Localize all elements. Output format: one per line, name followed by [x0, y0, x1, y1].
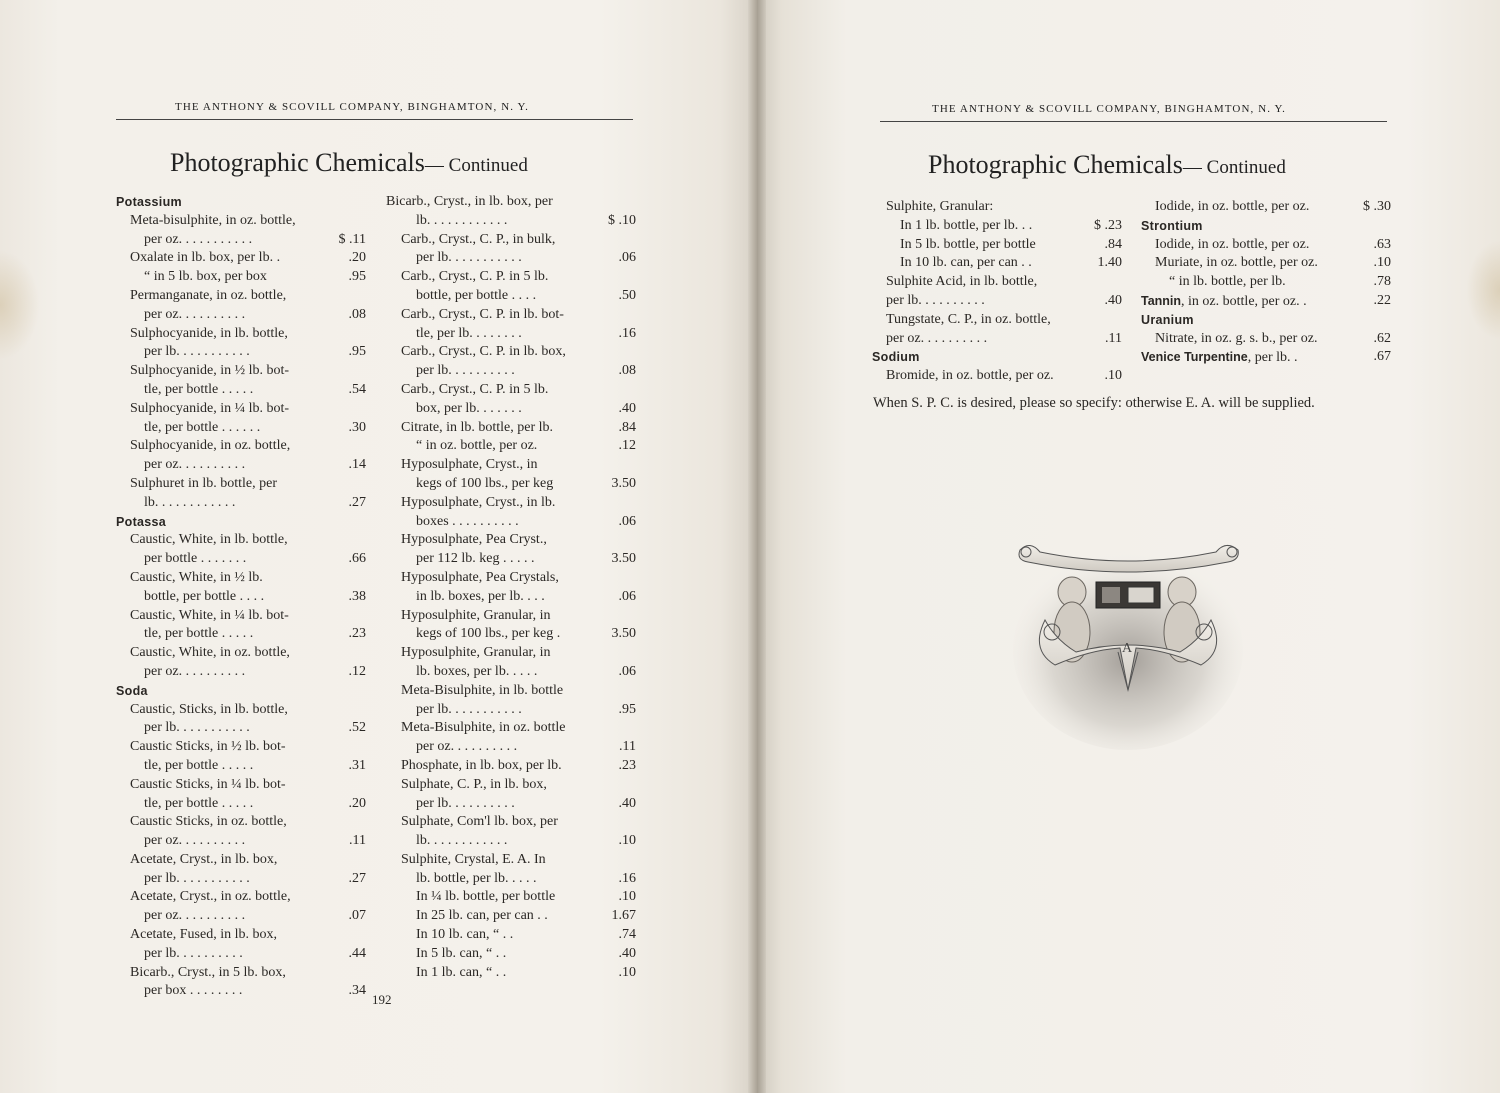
- list-item: [872, 198, 1122, 217]
- item-description: in lb. boxes, per lb. . . .: [416, 588, 545, 604]
- list-item: [116, 719, 366, 738]
- list-item: [116, 625, 366, 644]
- item-price: $ .10: [608, 212, 636, 228]
- list-item: [386, 644, 636, 663]
- item-price: .20: [348, 795, 366, 811]
- list-item: [872, 273, 1122, 292]
- list-item: [386, 494, 636, 513]
- item-description: Iodide, in oz. bottle, per oz.: [1155, 199, 1310, 214]
- list-item: [116, 550, 366, 569]
- item-price: .10: [1104, 368, 1122, 384]
- item-price: .63: [1373, 236, 1391, 252]
- item-description: Hyposulphate, Pea Cryst.,: [401, 532, 547, 548]
- item-price: .07: [348, 908, 366, 924]
- list-item: [386, 738, 636, 757]
- item-description: tle, per lb. . . . . . . .: [416, 325, 522, 341]
- list-item: [116, 306, 366, 325]
- list-item: [116, 964, 366, 983]
- list-item: [116, 738, 366, 757]
- list-item: [872, 367, 1122, 386]
- list-item: [116, 381, 366, 400]
- item-price: 1.40: [1097, 255, 1122, 271]
- list-item: [116, 607, 366, 626]
- list-item: [386, 475, 636, 494]
- item-price: .11: [1105, 330, 1122, 346]
- list-item: [116, 400, 366, 419]
- list-item: [386, 287, 636, 306]
- item-price: .27: [348, 494, 366, 510]
- item-description: Citrate, in lb. bottle, per lb.: [401, 419, 554, 435]
- item-description: per bottle . . . . . . .: [144, 551, 247, 567]
- item-description: Hyposulphate, Pea Crystals,: [401, 569, 559, 585]
- item-price: .78: [1373, 274, 1391, 290]
- list-item: [1141, 236, 1391, 255]
- item-price: .38: [348, 588, 366, 604]
- item-description: Sulphocyanide, in lb. bottle,: [130, 325, 288, 341]
- item-description: Sulphuret in lb. bottle, per: [130, 475, 277, 491]
- page-stain: [0, 250, 40, 360]
- item-description: per lb. . . . . . . . . . .: [144, 720, 250, 736]
- item-description: box, per lb. . . . . . .: [416, 400, 522, 416]
- list-item: [386, 776, 636, 795]
- item-description: In 1 lb. can, “ . .: [416, 964, 507, 980]
- item-price: .10: [618, 889, 636, 905]
- item-price: .12: [348, 663, 366, 679]
- item-price: .10: [1373, 255, 1391, 271]
- item-description: lb. . . . . . . . . . . .: [144, 494, 236, 510]
- item-description: Caustic, White, in lb. bottle,: [130, 532, 288, 548]
- item-price: .66: [348, 551, 366, 567]
- item-price: .20: [348, 250, 366, 266]
- list-item: [116, 701, 366, 720]
- item-description: In 5 lb. bottle, per bottle: [900, 236, 1036, 252]
- item-description: per lb. . . . . . . . . .: [416, 363, 515, 379]
- item-description: In ¼ lb. bottle, per bottle: [416, 889, 556, 905]
- item-description: bottle, per bottle . . . .: [416, 287, 537, 303]
- running-head-left: THE ANTHONY & SCOVILL COMPANY, BINGHAMTON, N. Y.: [175, 101, 529, 113]
- list-item: [116, 813, 366, 832]
- list-item: [116, 249, 366, 268]
- item-description: per oz. . . . . . . . . .: [144, 663, 246, 679]
- item-description: per box . . . . . . . .: [144, 983, 243, 999]
- item-description: Bromide, in oz. bottle, per oz.: [886, 368, 1054, 384]
- section-heading: [116, 193, 366, 212]
- item-description: tle, per bottle . . . . .: [144, 381, 254, 397]
- list-item: [386, 212, 636, 231]
- list-item: [116, 982, 366, 1001]
- list-item: [386, 268, 636, 287]
- item-price: .44: [348, 945, 366, 961]
- supply-note: When S. P. C. is desired, please so specify: otherwise E. A. will be supplied.: [873, 395, 1315, 411]
- list-item: [386, 193, 636, 212]
- item-description: kegs of 100 lbs., per keg .: [416, 626, 561, 642]
- section-heading-label: Potassa: [116, 514, 167, 529]
- item-price: .10: [618, 964, 636, 980]
- list-item: [116, 362, 366, 381]
- section-heading-label: Potassium: [116, 195, 182, 209]
- item-description: tle, per bottle . . . . .: [144, 757, 254, 773]
- item-price: .52: [348, 720, 366, 736]
- list-item: [116, 531, 366, 550]
- list-item: [116, 212, 366, 231]
- header-rule-right: [880, 121, 1387, 122]
- item-description: Sulphate, C. P., in lb. box,: [401, 776, 547, 792]
- list-item: [116, 419, 366, 438]
- list-item: [386, 701, 636, 720]
- item-description: Hyposulphite, Granular, in: [401, 645, 551, 661]
- item-description: per lb. . . . . . . . . .: [416, 795, 515, 811]
- item-description: Caustic Sticks, in ½ lb. bot-: [130, 739, 286, 755]
- item-description: per oz. . . . . . . . . .: [144, 833, 246, 849]
- item-description: Iodide, in oz. bottle, per oz.: [1155, 236, 1310, 252]
- list-item: [386, 531, 636, 550]
- section-heading-label: Strontium: [1141, 218, 1203, 233]
- running-head-right: THE ANTHONY & SCOVILL COMPANY, BINGHAMTON, N. Y.: [932, 103, 1286, 115]
- list-item: [386, 888, 636, 907]
- list-item: [1141, 292, 1391, 311]
- item-description: In 25 lb. can, per can . .: [416, 908, 548, 924]
- list-item: [386, 682, 636, 701]
- item-price: .84: [618, 419, 636, 435]
- item-price: .11: [349, 833, 366, 849]
- item-price: .50: [618, 287, 636, 303]
- list-item: [116, 663, 366, 682]
- item-description: bottle, per bottle . . . .: [144, 588, 265, 604]
- item-price: .40: [618, 945, 636, 961]
- item-description: Caustic, White, in oz. bottle,: [130, 645, 290, 661]
- right-column-1: [872, 198, 1122, 386]
- item-description: lb. . . . . . . . . . . .: [416, 212, 508, 228]
- item-price: 3.50: [611, 626, 636, 642]
- left-column-1: [116, 193, 366, 1001]
- item-description: Bicarb., Cryst., in lb. box, per: [386, 194, 553, 209]
- list-item: [872, 330, 1122, 349]
- item-description: Meta-Bisulphite, in lb. bottle: [401, 682, 564, 698]
- item-price: .40: [618, 400, 636, 416]
- item-description: per lb. . . . . . . . . . .: [416, 701, 522, 717]
- section-heading-label: Soda: [116, 683, 148, 698]
- item-price: $ .30: [1363, 199, 1391, 214]
- item-price: .16: [618, 870, 636, 886]
- item-description: Tungstate, C. P., in oz. bottle,: [886, 311, 1051, 327]
- item-description: Caustic Sticks, in ¼ lb. bot-: [130, 776, 286, 792]
- item-description: per lb. . . . . . . . . . .: [144, 344, 250, 360]
- page-title-left: [170, 148, 528, 178]
- item-description: “ in 5 lb. box, per box: [144, 269, 267, 285]
- list-item: [386, 362, 636, 381]
- item-price: .84: [1104, 236, 1122, 252]
- list-item: [1141, 198, 1391, 217]
- item-description: tle, per bottle . . . . .: [144, 626, 254, 642]
- list-item: [386, 757, 636, 776]
- list-item: [872, 311, 1122, 330]
- page-stain: [1466, 240, 1500, 340]
- item-price: 3.50: [611, 551, 636, 567]
- item-description: Bicarb., Cryst., in 5 lb. box,: [130, 964, 286, 980]
- item-description: Caustic Sticks, in oz. bottle,: [130, 814, 287, 830]
- item-price: .06: [618, 663, 636, 679]
- list-item: [386, 964, 636, 983]
- list-item: [116, 569, 366, 588]
- item-price: .31: [348, 757, 366, 773]
- item-price: .95: [348, 344, 366, 360]
- title-continued: — Continued: [424, 155, 528, 176]
- item-description: per oz. . . . . . . . . .: [886, 330, 988, 346]
- item-price: .08: [618, 363, 636, 379]
- item-price: 1.67: [611, 908, 636, 924]
- item-price: .30: [348, 419, 366, 435]
- item-description: Sulphocyanide, in ¼ lb. bot-: [130, 400, 290, 416]
- item-description: Carb., Cryst., C. P., in bulk,: [401, 231, 556, 247]
- list-item: [116, 926, 366, 945]
- left-column-2: [386, 193, 636, 982]
- list-item: [386, 306, 636, 325]
- list-item: [116, 776, 366, 795]
- item-description: Hyposulphate, Cryst., in: [401, 457, 538, 473]
- item-description: tle, per bottle . . . . .: [144, 795, 254, 811]
- list-item: [386, 870, 636, 889]
- section-heading-label: Uranium: [1141, 312, 1194, 327]
- item-price: .16: [618, 325, 636, 341]
- item-price: .54: [348, 381, 366, 397]
- list-item: [116, 268, 366, 287]
- item-description: per oz. . . . . . . . . . .: [144, 231, 253, 247]
- book-gutter: [748, 0, 766, 1093]
- item-description: In 10 lb. can, “ . .: [416, 927, 514, 943]
- page-number: 192: [372, 992, 392, 1007]
- item-description: Caustic, Sticks, in lb. bottle,: [130, 701, 288, 717]
- list-item: [1141, 330, 1391, 349]
- item-description: Caustic, White, in ½ lb.: [130, 569, 263, 585]
- item-description: per oz. . . . . . . . . .: [416, 739, 518, 755]
- page-title-right: [928, 150, 1286, 180]
- item-price: .06: [618, 513, 636, 529]
- list-item: [386, 813, 636, 832]
- list-item: [116, 832, 366, 851]
- section-heading: [872, 348, 1122, 367]
- item-price: $ .11: [338, 231, 366, 247]
- item-description: Carb., Cryst., C. P. in lb. bot-: [401, 306, 564, 322]
- svg-text:A: A: [1122, 641, 1133, 656]
- item-price: .23: [618, 757, 636, 773]
- item-price: .10: [618, 833, 636, 849]
- item-description: Carb., Cryst., C. P. in 5 lb.: [401, 381, 549, 397]
- list-item: [116, 757, 366, 776]
- item-description: Sulphite Acid, in lb. bottle,: [886, 274, 1038, 290]
- item-description: Hyposulphate, Cryst., in lb.: [401, 494, 556, 510]
- title-main: Photographic Chemicals: [170, 148, 425, 177]
- item-price: .14: [348, 457, 366, 473]
- list-item: [116, 907, 366, 926]
- item-price: .23: [348, 626, 366, 642]
- list-item: [386, 851, 636, 870]
- item-description: Caustic, White, in ¼ lb. bot-: [130, 607, 289, 623]
- item-description: per oz. . . . . . . . . .: [144, 457, 246, 473]
- item-description: per oz. . . . . . . . . .: [144, 306, 246, 322]
- item-description: Sulphate, Com'l lb. box, per: [401, 814, 558, 830]
- list-item: [386, 249, 636, 268]
- list-item: [116, 494, 366, 513]
- item-description: Carb., Cryst., C. P. in lb. box,: [401, 344, 566, 360]
- list-item: [386, 437, 636, 456]
- list-item: [116, 325, 366, 344]
- list-item: [386, 381, 636, 400]
- title-continued: — Continued: [1182, 157, 1286, 178]
- list-item: [386, 926, 636, 945]
- list-item: [116, 437, 366, 456]
- item-description: Acetate, Cryst., in lb. box,: [130, 851, 278, 867]
- header-rule-left: [116, 119, 633, 120]
- list-item: [386, 907, 636, 926]
- item-price: .67: [1373, 349, 1391, 365]
- section-heading: [116, 513, 366, 532]
- list-item: [116, 343, 366, 362]
- item-description: Sulphocyanide, in ½ lb. bot-: [130, 363, 290, 379]
- item-price: .40: [1104, 292, 1122, 308]
- list-item: [872, 292, 1122, 311]
- list-item: [116, 644, 366, 663]
- section-heading: [1141, 311, 1391, 330]
- item-price: .08: [348, 306, 366, 322]
- list-item: [386, 795, 636, 814]
- list-item: [386, 400, 636, 419]
- list-item: [386, 832, 636, 851]
- item-description: per lb. . . . . . . . . . .: [416, 250, 522, 266]
- list-item: [386, 231, 636, 250]
- item-description: In 5 lb. can, “ . .: [416, 945, 507, 961]
- list-item: [386, 569, 636, 588]
- list-item: [116, 287, 366, 306]
- item-description: Tannin, in oz. bottle, per oz. .: [1141, 293, 1307, 309]
- item-price: .22: [1373, 292, 1391, 308]
- item-description: kegs of 100 lbs., per keg: [416, 475, 554, 491]
- item-description: lb. bottle, per lb. . . . .: [416, 870, 537, 886]
- item-description: Nitrate, in oz. g. s. b., per oz.: [1155, 330, 1318, 346]
- list-item: [872, 217, 1122, 236]
- list-item: [386, 550, 636, 569]
- list-item: [386, 719, 636, 738]
- item-description: Acetate, Cryst., in oz. bottle,: [130, 889, 291, 905]
- list-item: [116, 795, 366, 814]
- list-item: [116, 851, 366, 870]
- list-item: [1141, 348, 1391, 367]
- list-item: [1141, 254, 1391, 273]
- list-item: [386, 607, 636, 626]
- item-price: .34: [348, 983, 366, 999]
- item-price: .62: [1373, 330, 1391, 346]
- list-item: [116, 456, 366, 475]
- section-heading: [1141, 217, 1391, 236]
- item-price: $ .23: [1094, 217, 1122, 233]
- item-description: Sulphocyanide, in oz. bottle,: [130, 438, 291, 454]
- item-price: .40: [618, 795, 636, 811]
- item-description: per 112 lb. keg . . . . .: [416, 551, 535, 567]
- list-item: [386, 513, 636, 532]
- list-item: [872, 254, 1122, 273]
- item-description: Oxalate in lb. box, per lb. .: [130, 250, 281, 266]
- item-description: per oz. . . . . . . . . .: [144, 908, 246, 924]
- item-description: per lb. . . . . . . . . .: [144, 945, 243, 961]
- item-description: “ in lb. bottle, per lb.: [1169, 274, 1286, 290]
- item-price: .12: [618, 438, 636, 454]
- item-description: “ in oz. bottle, per oz.: [416, 438, 538, 454]
- item-description: Acetate, Fused, in lb. box,: [130, 927, 277, 943]
- title-main: Photographic Chemicals: [928, 150, 1183, 179]
- cherubs-with-camera-ornament-icon: [1010, 540, 1246, 770]
- item-description: In 1 lb. bottle, per lb. . .: [900, 217, 1033, 233]
- item-description: In 10 lb. can, per can . .: [900, 255, 1032, 271]
- item-description: Sulphite, Crystal, E. A. In: [401, 851, 546, 867]
- item-price: .27: [348, 870, 366, 886]
- item-description: Sulphite, Granular:: [886, 199, 994, 214]
- section-heading: [116, 682, 366, 701]
- section-heading-label: Sodium: [872, 350, 920, 365]
- item-description: tle, per bottle . . . . . .: [144, 419, 261, 435]
- item-price: .95: [618, 701, 636, 717]
- item-description: Permanganate, in oz. bottle,: [130, 287, 287, 303]
- item-description: lb. boxes, per lb. . . . .: [416, 663, 538, 679]
- item-price: .06: [618, 250, 636, 266]
- list-item: [386, 419, 636, 438]
- list-item: [116, 588, 366, 607]
- item-description: Meta-bisulphite, in oz. bottle,: [130, 212, 296, 228]
- list-item: [386, 456, 636, 475]
- list-item: [386, 343, 636, 362]
- list-item: [116, 945, 366, 964]
- item-description: lb. . . . . . . . . . . .: [416, 833, 508, 849]
- item-description: Venice Turpentine, per lb. .: [1141, 350, 1298, 366]
- item-price: .11: [619, 739, 636, 755]
- list-item: [386, 663, 636, 682]
- list-item: [116, 475, 366, 494]
- list-item: [386, 588, 636, 607]
- item-description: Carb., Cryst., C. P. in 5 lb.: [401, 269, 549, 285]
- list-item: [386, 945, 636, 964]
- item-price: .95: [348, 269, 366, 285]
- list-item: [1141, 273, 1391, 292]
- item-description: Phosphate, in lb. box, per lb.: [401, 757, 562, 773]
- item-description: Meta-Bisulphite, in oz. bottle: [401, 720, 566, 736]
- list-item: [116, 231, 366, 250]
- list-item: [872, 236, 1122, 255]
- list-item: [386, 325, 636, 344]
- list-item: [116, 870, 366, 889]
- item-description: Hyposulphite, Granular, in: [401, 607, 551, 623]
- item-description: Muriate, in oz. bottle, per oz.: [1155, 255, 1318, 271]
- item-price: 3.50: [611, 475, 636, 491]
- item-price: .06: [618, 588, 636, 604]
- item-description: per lb. . . . . . . . . .: [886, 292, 985, 308]
- list-item: [116, 888, 366, 907]
- item-price: .74: [618, 927, 636, 943]
- item-description: per lb. . . . . . . . . . .: [144, 870, 250, 886]
- item-description: boxes . . . . . . . . . .: [416, 513, 519, 529]
- list-item: [386, 625, 636, 644]
- right-column-2: [1141, 198, 1391, 367]
